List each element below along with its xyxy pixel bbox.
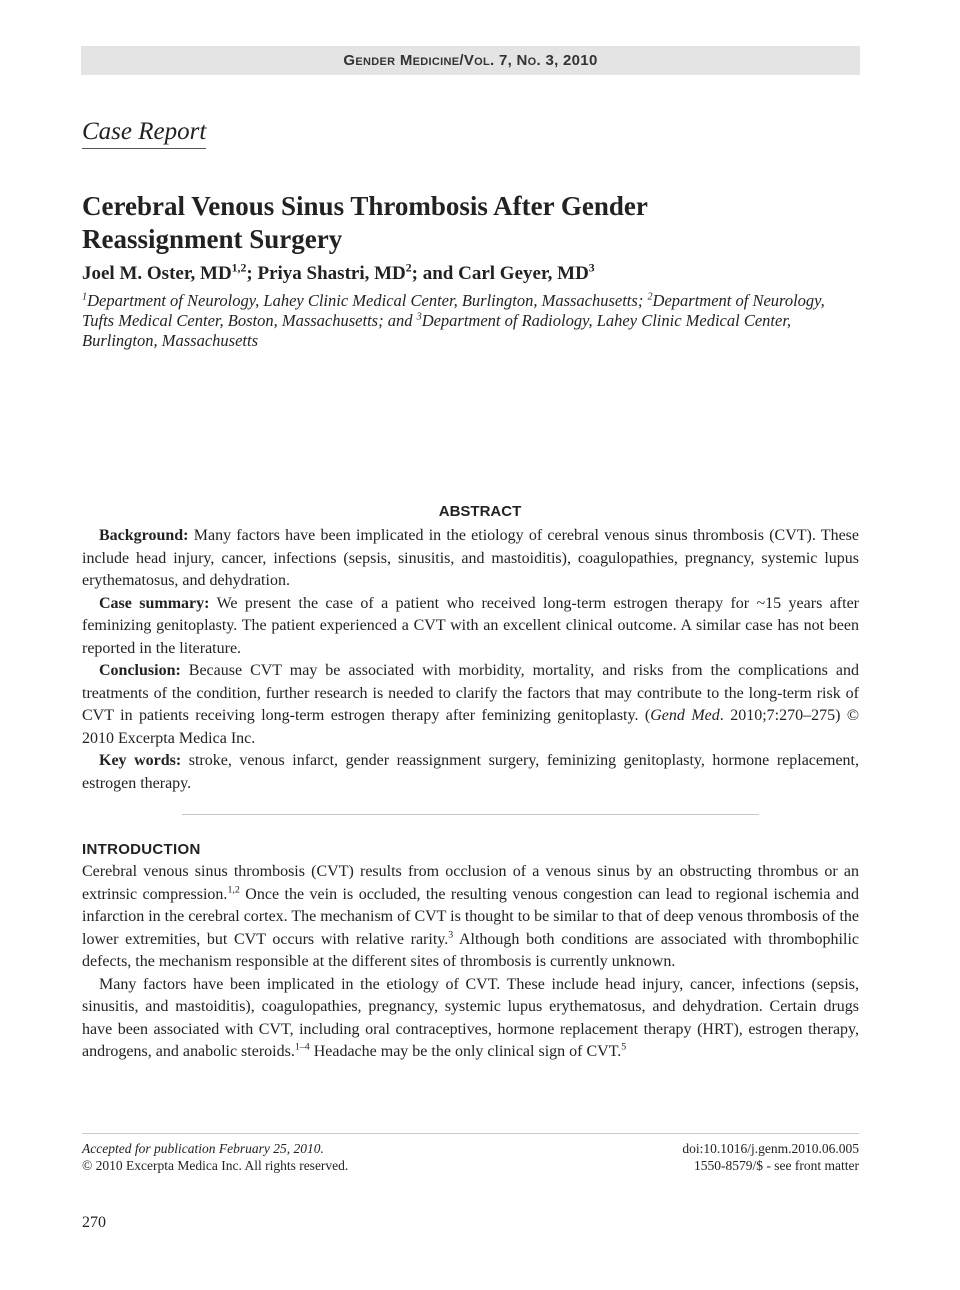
intro-text: Many factors have been implicated in the etiology of CVT. These include head injury, cancer, infections (sepsis, sinusitis, and mastoiditis), coagulopathies, pregnancy, systemic lupus erythematosus, and dehydration. Certain drugs have been associated with CVT, including oral contraceptives, hormone replacement therapy (HRT), estrogen therapy, androgens, and anabolic steroids. bbox=[82, 975, 859, 1060]
doi: doi:10.1016/j.genm.2010.06.005 bbox=[682, 1141, 859, 1156]
intro-paragraph-1 bbox=[82, 861, 859, 974]
footer-right bbox=[560, 1140, 859, 1174]
author-name: Carl Geyer, MD bbox=[458, 263, 589, 284]
author-separator: ; bbox=[246, 263, 258, 284]
citation-sup: 1,2 bbox=[227, 884, 240, 896]
section-divider bbox=[182, 814, 759, 815]
intro-paragraph-2 bbox=[82, 974, 859, 1064]
footer-divider bbox=[82, 1133, 859, 1134]
footer-left bbox=[82, 1140, 348, 1174]
affil-text: Department of Neurology, Tufts Medical Center, Boston, Massachusetts; and bbox=[82, 291, 825, 330]
introduction-body bbox=[82, 861, 859, 1064]
conclusion-label: Conclusion: bbox=[99, 662, 181, 679]
affiliations bbox=[82, 291, 842, 351]
background-text: Many factors have been implicated in the etiology of cerebral venous sinus thrombosis (CVT). These include head injury, cancer, infections (sepsis, sinusitis, and mastoiditis), coagulopathies, pregnancy, systemic lupus erythematosus, and dehydration. bbox=[82, 527, 859, 589]
intro-text: Cerebral venous sinus thrombosis (CVT) results from occlusion of a venous sinus by an obstructing thrombus or an extrinsic compression. bbox=[82, 863, 859, 903]
author-affil-sup: 2 bbox=[405, 261, 412, 275]
keywords-text: stroke, venous infarct, gender reassignment surgery, feminizing genitoplasty, hormone replacement, estrogen therapy. bbox=[82, 752, 859, 792]
running-head: Gender Medicine/Vol. 7, No. 3, 2010 bbox=[81, 46, 860, 75]
abstract-keywords bbox=[82, 750, 859, 795]
author-name: Joel M. Oster, MD bbox=[82, 263, 232, 284]
author-affil-sup: 1,2 bbox=[231, 261, 247, 275]
author-separator: ; and bbox=[411, 263, 459, 284]
intro-text: Headache may be the only clinical sign of CVT. bbox=[309, 1043, 622, 1060]
author-name: Priya Shastri, MD bbox=[257, 263, 406, 284]
citation-sup: 1–4 bbox=[294, 1041, 310, 1053]
affil-text: Department of Neurology, Lahey Clinic Medical Center, Burlington, Massachusetts; bbox=[87, 291, 648, 310]
accepted-date: Accepted for publication February 25, 2010. bbox=[82, 1141, 324, 1156]
article-type: Case Report bbox=[82, 118, 206, 149]
citation-sup: 5 bbox=[621, 1041, 627, 1053]
author-affil-sup: 3 bbox=[588, 261, 595, 275]
affil-sup: 3 bbox=[416, 311, 422, 323]
abstract-conclusion bbox=[82, 660, 859, 750]
affil-text: Department of Radiology, Lahey Clinic Medical Center, Burlington, Massachusetts bbox=[82, 311, 792, 350]
citation-sup: 3 bbox=[448, 929, 454, 941]
intro-text: Once the vein is occluded, the resulting venous congestion can lead to regional ischemia and infarction in the cerebral cortex. The mechanism of CVT is thought to be similar to that of deep venous thrombosis of the lower extremities, but CVT occurs with relative rarity. bbox=[82, 885, 859, 948]
article-title: Cerebral Venous Sinus Thrombosis After Gender Reassignment Surgery bbox=[82, 191, 648, 254]
conclusion-text: Because CVT may be associated with morbidity, mortality, and risks from the complications and treatments of the condition, further research is needed to clarify the factors that may contribute to the long-term risk of CVT in patients receiving long-term estrogen therapy after feminizing genitoplasty. ( bbox=[82, 662, 859, 724]
case-summary-text: We present the case of a patient who received long-term estrogen therapy for ~15 years after feminizing genitoplasty. The patient experienced a CVT with an excellent clinical outcome. A similar case has not been reported in the literature. bbox=[82, 594, 859, 657]
abstract-background bbox=[82, 525, 859, 593]
keywords-label: Key words: bbox=[99, 752, 182, 769]
copyright: © 2010 Excerpta Medica Inc. All rights reserved. bbox=[82, 1158, 349, 1173]
background-label: Background: bbox=[99, 527, 189, 544]
affil-sup: 2 bbox=[647, 291, 653, 303]
intro-text: Although both conditions are associated with thrombophilic defects, the mechanism responsible at the different sites of thrombosis is currently unknown. bbox=[82, 930, 859, 970]
page-number: 270 bbox=[82, 1214, 106, 1231]
introduction-heading: INTRODUCTION bbox=[82, 841, 201, 858]
issn: 1550-8579/$ - see front matter bbox=[694, 1158, 859, 1173]
affil-sup: 1 bbox=[82, 291, 88, 303]
abstract-heading: ABSTRACT bbox=[438, 503, 522, 520]
abstract-body bbox=[82, 525, 859, 795]
author-list bbox=[82, 263, 595, 285]
citation-journal: Gend Med bbox=[650, 707, 720, 724]
abstract-case-summary bbox=[82, 593, 859, 661]
case-summary-label: Case summary: bbox=[99, 594, 210, 612]
citation-rest: . 2010;7:270–275) © 2010 Excerpta Medica Inc. bbox=[82, 707, 859, 747]
